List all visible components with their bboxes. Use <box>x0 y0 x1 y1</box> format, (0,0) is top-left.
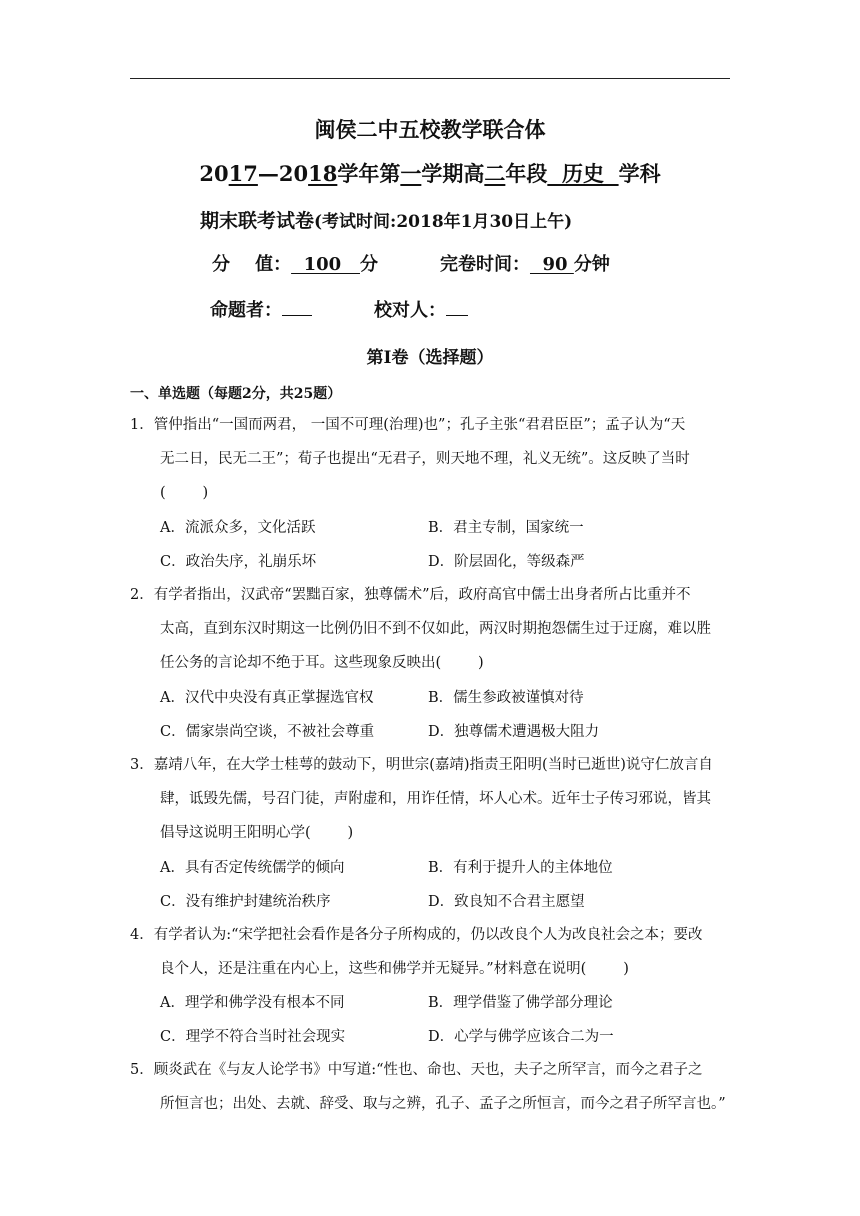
option-b[interactable]: B．君主专制，国家统一 <box>428 520 584 536</box>
option-c[interactable]: C．理学不符合当时社会现实 <box>160 1029 346 1045</box>
score-value: 100 <box>291 254 360 275</box>
question-2 <box>130 578 730 680</box>
exam-time: (考试时间:2018年1月30日上午) <box>314 212 573 232</box>
term-text-b: 学期高 <box>421 161 485 186</box>
option-b[interactable]: B．理学借鉴了佛学部分理论 <box>428 995 613 1011</box>
duration-value: 90 <box>529 254 574 275</box>
question-1-line-2: 无二日，民无二王”；荀子也提出“无君子，则天地不理，礼义无统”。这反映了当时 <box>160 451 690 467</box>
option-a[interactable]: A．具有否定传统儒学的倾向 <box>160 860 345 876</box>
section-heading: 一、单选题（每题2分，共25题） <box>130 386 342 402</box>
option-a[interactable]: A．理学和佛学没有根本不同 <box>160 995 345 1011</box>
checker-blank[interactable] <box>446 297 468 316</box>
option-d[interactable]: D．致良知不合君主愿望 <box>428 894 585 910</box>
header-rule <box>130 78 730 79</box>
score-unit: 分 <box>359 254 378 275</box>
term-underlined: 一 <box>400 161 422 186</box>
grade-underlined: 二 <box>484 161 506 186</box>
volume-title: 第Ⅰ卷（选择题） <box>366 348 494 368</box>
score-label: 分 值： <box>212 254 292 275</box>
term-line <box>0 158 860 188</box>
option-d[interactable]: D．心学与佛学应该合二为一 <box>428 1029 614 1045</box>
question-3 <box>130 748 730 850</box>
question-5-line-1: 5．顾炎武在《与友人论学书》中写道:“性也、命也、天也，夫子之所罕言，而今之君子之 <box>130 1062 703 1078</box>
question-1-line-3: ( ) <box>160 485 209 501</box>
option-a[interactable]: A．汉代中央没有真正掌握选官权 <box>160 690 374 706</box>
question-3-line-1: 3．嘉靖八年，在大学士桂萼的鼓动下，明世宗(嘉靖)指责王阳明(当时已逝世)说守仁放言自 <box>130 757 713 773</box>
school-name: 闽侯二中五校教学联合体 <box>314 117 546 142</box>
subject-suffix: 学科 <box>618 161 661 186</box>
year-a-prefix: 20 <box>199 161 229 186</box>
year-a-underlined: 17 <box>228 161 258 186</box>
duration-unit: 分钟 <box>573 254 610 275</box>
duration-label: 完卷时间： <box>439 254 530 275</box>
score-line <box>212 250 610 276</box>
question-2-line-3: 任公务的言论却不绝于耳。这些现象反映出( ) <box>160 655 484 671</box>
question-2-line-2: 太高，直到东汉时期这一比例仍旧不到不仅如此，两汉时期抱怨儒生过于迂腐，难以胜 <box>160 621 711 637</box>
option-c[interactable]: C．儒家崇尚空谈，不被社会尊重 <box>160 724 375 740</box>
term-text-a: 学年第 <box>337 161 401 186</box>
question-4 <box>130 918 730 986</box>
author-label: 命题者： <box>210 300 282 321</box>
author-line <box>210 296 468 322</box>
subject-underlined: 历史 <box>547 161 619 186</box>
exam-title-line <box>200 206 572 233</box>
option-d[interactable]: D．阶层固化，等级森严 <box>428 554 585 570</box>
question-3-line-3: 倡导这说明王阳明心学( ) <box>160 825 354 841</box>
question-3-line-2: 肆，诋毁先儒，号召门徒，声附虚和，用诈任情，坏人心术。近年士子传习邪说，皆其 <box>160 791 711 807</box>
term-text-c: 年段 <box>505 161 548 186</box>
option-c[interactable]: C．政治失序，礼崩乐坏 <box>160 554 317 570</box>
option-a[interactable]: A．流派众多，文化活跃 <box>160 520 316 536</box>
year-b-underlined: 18 <box>308 161 338 186</box>
option-c[interactable]: C．没有维护封建统治秩序 <box>160 894 331 910</box>
option-b[interactable]: B．儒生参政被谨慎对待 <box>428 690 584 706</box>
year-b-prefix: 20 <box>278 161 309 186</box>
question-1 <box>130 408 730 510</box>
exam-title: 期末联考试卷 <box>200 210 315 232</box>
year-dash: — <box>257 161 279 186</box>
author-blank[interactable] <box>282 297 312 316</box>
question-4-line-1: 4．有学者认为:“宋学把社会看作是各分子所构成的，仍以改良个人为改良社会之本；要改 <box>130 927 703 943</box>
question-1-line-1: 1．管仲指出“一国而两君， 一国不可理(治理)也”；孔子主张“君君臣臣”；孟子认为“天 <box>130 417 686 433</box>
option-d[interactable]: D．独尊儒术遭遇极大阻力 <box>428 724 600 740</box>
question-5-line-2: 所恒言也；出处、去就、辞受、取与之辨，孔子、孟子之所恒言，而今之君子所罕言也。” <box>160 1096 726 1112</box>
option-b[interactable]: B．有利于提升人的主体地位 <box>428 860 613 876</box>
question-2-line-1: 2．有学者指出，汉武帝“罢黜百家，独尊儒术”后，政府高官中儒士出身者所占比重并不 <box>130 587 691 603</box>
question-4-line-2: 良个人，还是注重在内心上，这些和佛学并无疑异。”材料意在说明( ) <box>160 961 629 977</box>
checker-label: 校对人： <box>374 300 446 321</box>
question-5 <box>130 1053 730 1121</box>
